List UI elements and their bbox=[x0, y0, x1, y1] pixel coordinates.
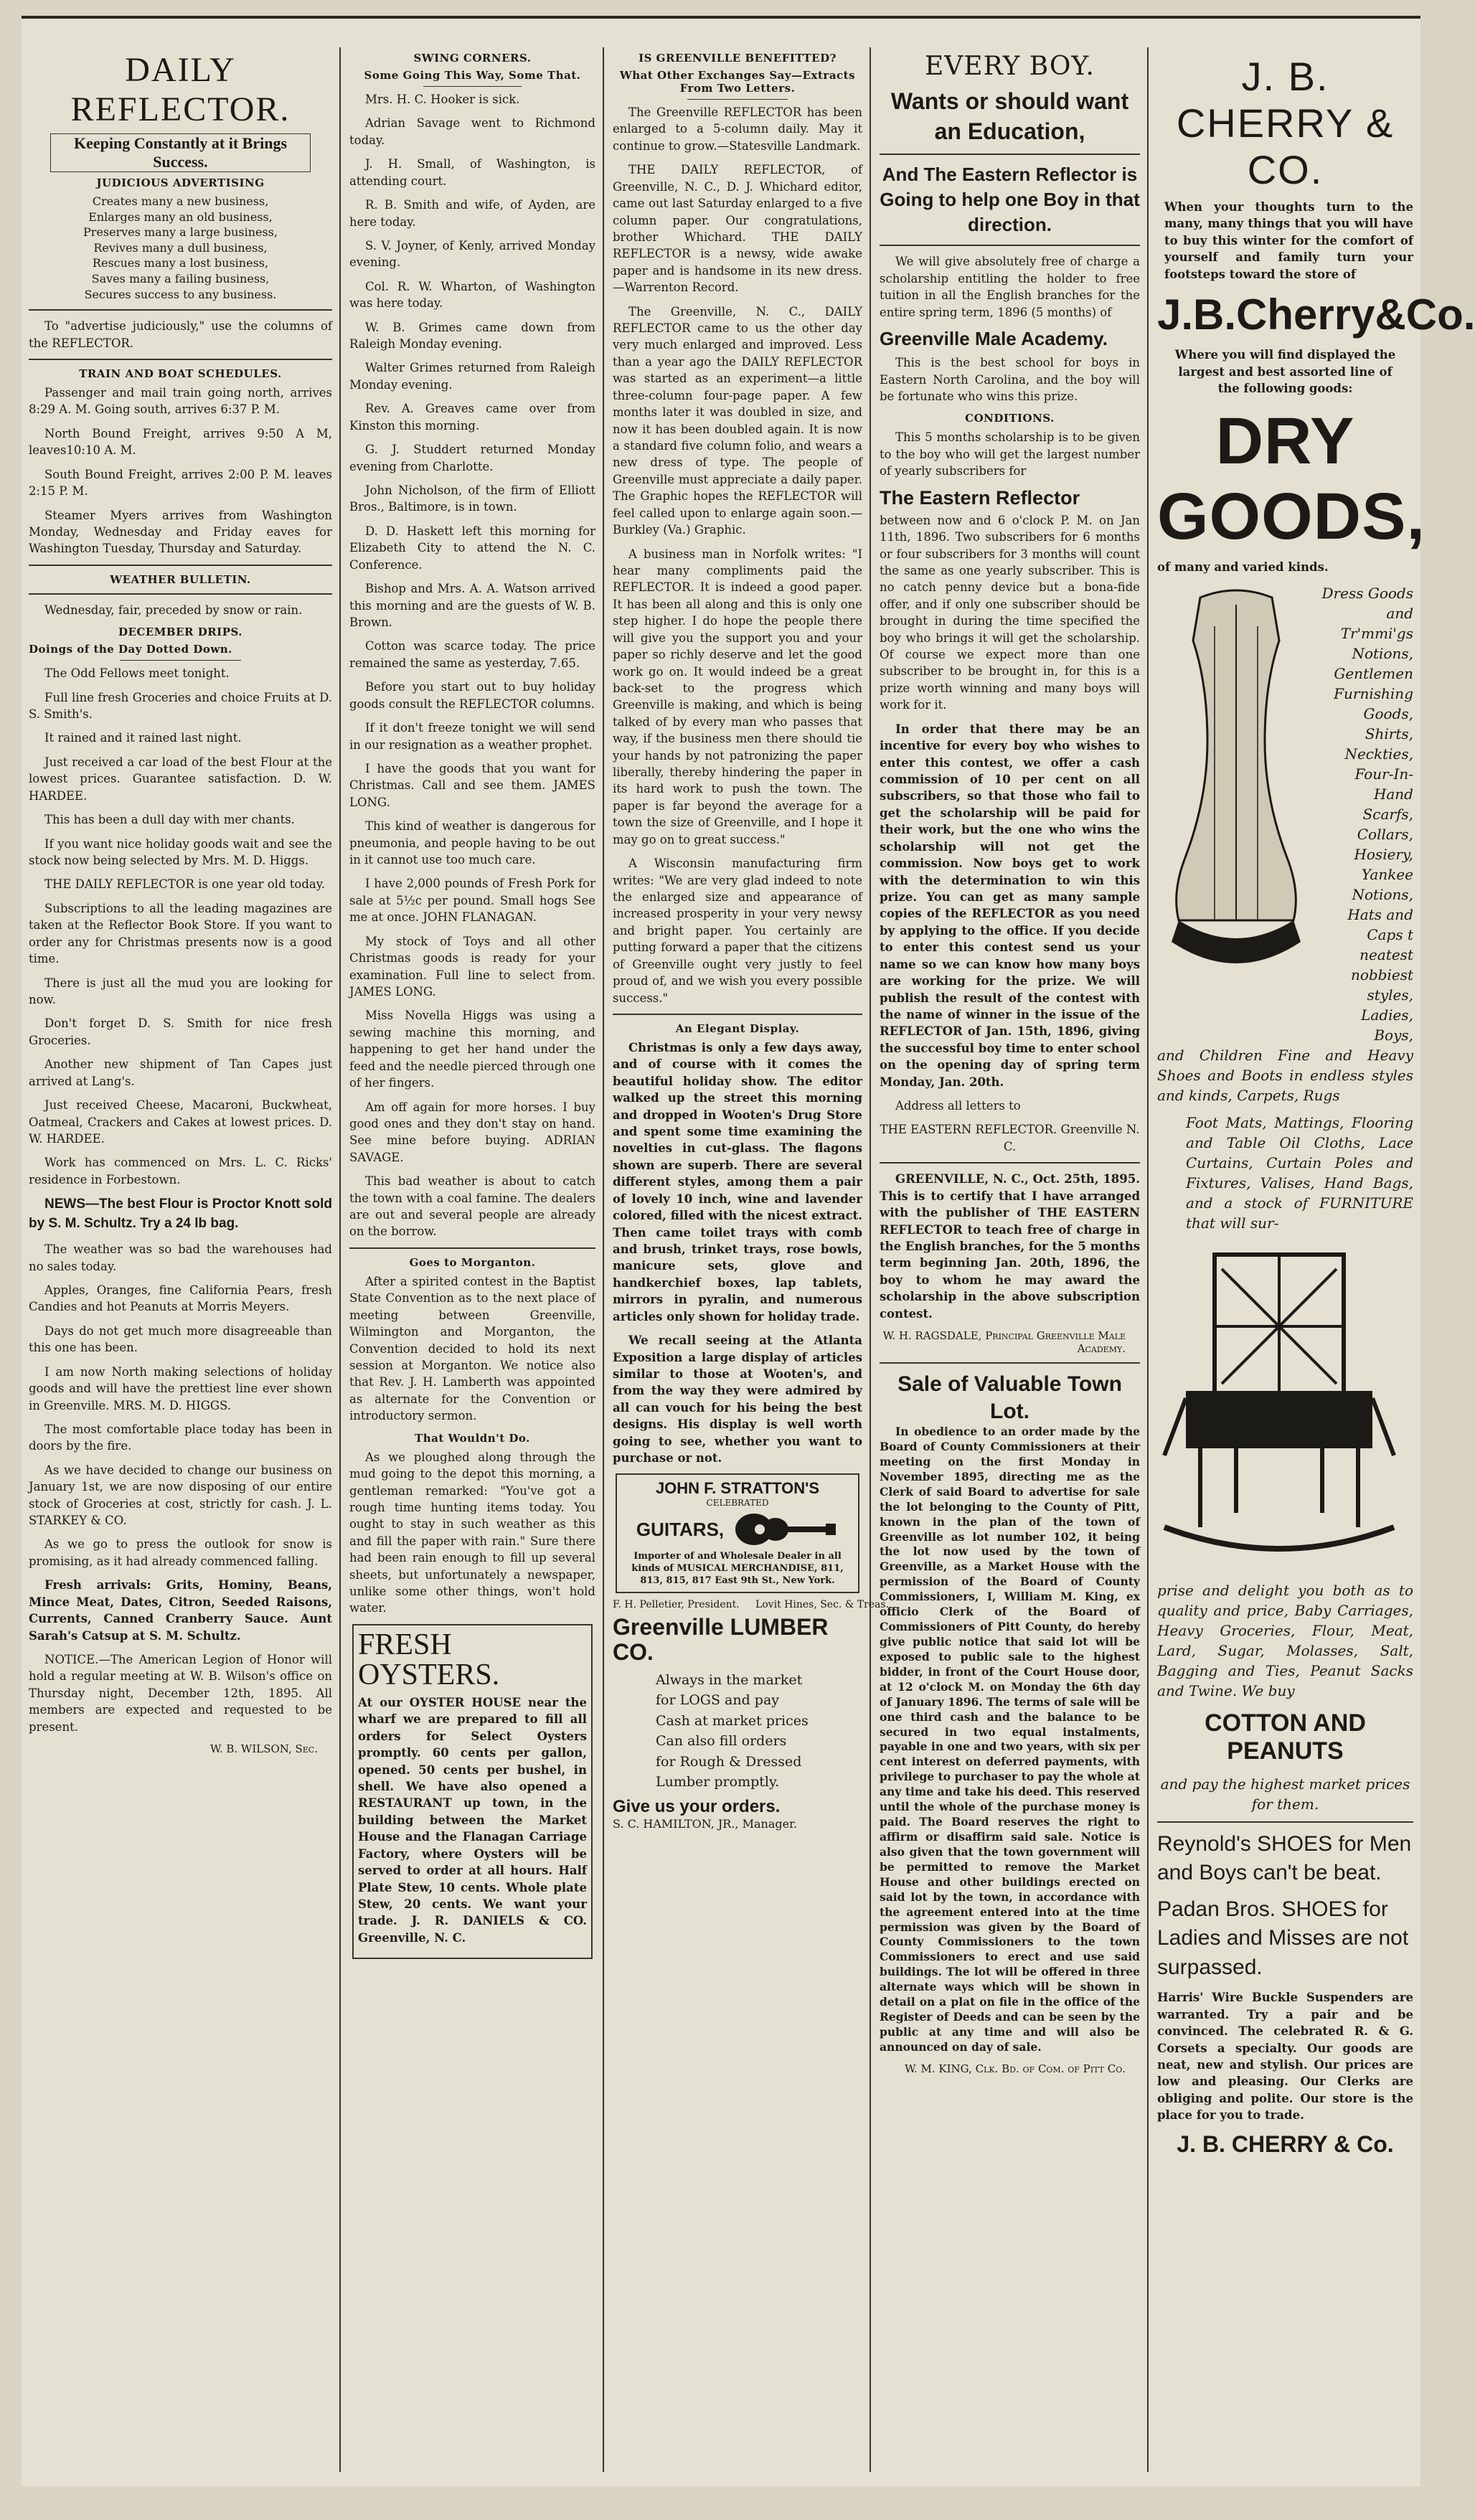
personal-item: This bad weather is about to catch the town with a coal famine. The dealers are out and several people are already on the borrow. bbox=[349, 1174, 595, 1239]
exchange-extract: A Wisconsin manufacturing firm writes: "We are very glad indeed to note the enlarged size and appearance of increased prosperity in your very newsy and bright paper. You certainly are putting forward a paper that the citizens of Greenville ought very justly to feel proud of, and we wish you every possible success." bbox=[613, 856, 862, 1005]
divider bbox=[880, 1162, 1140, 1164]
personal-item: Am off again for more horses. I buy good ones and they don't stay on hand. See mine before buying. ADRIAN SAVAGE. bbox=[349, 1100, 595, 1164]
newspaper-page bbox=[22, 16, 1475, 2486]
want-education: Wants or should want an Education, bbox=[890, 88, 1129, 144]
column-4 bbox=[872, 47, 1149, 2472]
prise-text: prise and delight you both as to quality and price, Baby Carriages, Heavy Groceries, Flour, Meat, Lard, Sugar, Molasses, Salt, Bagging and Ties, Peanut Sacks and Twine. We buy bbox=[1157, 1581, 1413, 1699]
personal-item: Miss Novella Higgs was using a sewing machine this morning, and happening to get her hand under the feed and the needle pierced through one of her fingers. bbox=[349, 1009, 595, 1090]
ad-line: Saves many a failing business, bbox=[91, 271, 270, 285]
personal-item: Before you start out to buy holiday goods consult the REFLECTOR columns. bbox=[349, 680, 595, 711]
local-item: Just received Cheese, Macaroni, Buckwheat, Oatmeal, Crackers and Cakes at lowest prices. D. W. HARDEE. bbox=[29, 1098, 332, 1146]
exchange-extract: The Greenville REFLECTOR has been enlarged to a 5-column daily. May it continue to grow.—Statesville Landmark. bbox=[613, 105, 862, 153]
divider bbox=[880, 245, 1140, 246]
personal-item: Bishop and Mrs. A. A. Watson arrived this morning and are the guests of W. B. Brown. bbox=[349, 582, 595, 629]
conditions-text: In order that there may be an incentive for every boy who wishes to enter this contest, we offer a cash commission of 10 per cent on all subscribers, so that those who fail to get the scholarship will be paid for their work, but the one who wins the scholarship will not get the commission. Now boys get to work with the determination to win this prize. You can get as many sample copies of the REFLECTOR as you need by applying to the office. If you decide to enter this contest send us your name so we can know how many boys are working for the prize. We will publish the result of the contest with the name of winner in the issue of the REFLECTOR of Jan. 15th, 1896, giving the successful boy time to enter school on the opening day of spring term Monday, Jan. 20th. bbox=[880, 722, 1140, 1089]
corset-icon bbox=[1157, 583, 1315, 985]
kinds-text: of many and varied kinds. bbox=[1157, 560, 1329, 575]
academy-text: This is the best school for boys in Eastern North Carolina, and the boy will be fortunate who wins this prize. bbox=[880, 356, 1140, 403]
local-item: As we go to press the outlook for snow is promising, as it had already commenced falling. bbox=[29, 1537, 332, 1568]
personal-item: D. D. Haskett left this morning for Elizabeth City to attend the N. C. Conference. bbox=[349, 524, 595, 572]
divider bbox=[29, 359, 332, 360]
elegant-heading: An Elegant Display. bbox=[675, 1021, 800, 1035]
local-item: Another new shipment of Tan Capes just arrived at Lang's. bbox=[29, 1057, 332, 1088]
divider bbox=[349, 1247, 595, 1249]
personal-item: I have 2,000 pounds of Fresh Pork for sale at 5½c per pound. Small hogs See me at once. JOHN FLANAGAN. bbox=[349, 877, 595, 925]
address-label: Address all letters to bbox=[895, 1099, 1021, 1113]
ad-lines bbox=[29, 194, 332, 302]
guitar-word: GUITARS, bbox=[636, 1518, 725, 1540]
personal-item: Cotton was scarce today. The price remained the same as yesterday, 7.65. bbox=[349, 639, 595, 670]
cherry-where: Where you will find displayed the largest and best assorted line of the following goods: bbox=[1174, 348, 1396, 395]
local-item: There is just all the mud you are looking for now. bbox=[29, 976, 332, 1006]
local-item: Just received a car load of the best Flour at the lowest prices. Guarantee satisfaction. D. W. HARDEE. bbox=[29, 755, 332, 803]
exchange-extract: THE DAILY REFLECTOR, of Greenville, N. C., D. J. Whichard editor, came out last Saturday enlarged to a five column paper. Our congratulations, brother Whichard. THE DAILY REFLECTOR is a newsy, wide awake paper and is handsome in its new dress.—Warrenton Record. bbox=[613, 163, 862, 295]
exchange-extract: The Greenville, N. C., DAILY REFLECTOR came to us the other day very much enlarged and improved. Less than a year ago the DAILY REFLECTOR was started as an experiment—a little three-column four-page paper. A few months later it was doubled in size, and now it has been doubled again. It is now a standard five column folio, and wears a new dress of type. The people of Greenville must appreciate a daily paper. The Graphic hopes the REFLECTOR will feel called upon to enlarge again soon.—Burkley (Va.) Graphic. bbox=[613, 304, 862, 537]
local-item: This has been a dull day with mer chants. bbox=[44, 813, 295, 827]
certificate-text: GREENVILLE, N. C., Oct. 25th, 1895. This is to certify that I have arranged with the publisher of THE EASTERN REFLECTOR to teach free of charge in the English branches, for the 5 months term beginning Jan. 20th, 1896, the boy to whom he may award the scholarship in the above subscription contest. bbox=[880, 1172, 1140, 1321]
local-item: Don't forget D. S. Smith for nice fresh Groceries. bbox=[29, 1016, 332, 1047]
personal-item: If it don't freeze tonight we will send in our resignation as a weather prophet. bbox=[349, 721, 595, 752]
lumber-line: Lumber promptly. bbox=[656, 1774, 780, 1790]
column-2 bbox=[342, 47, 604, 2472]
local-item: I am now North making selections of holiday goods and will have the prettiest line ever shown in Greenville. MRS. M. D. HIGGS. bbox=[29, 1364, 332, 1412]
drips-subheading: Doings of the Day Dotted Down. bbox=[29, 643, 232, 656]
divider bbox=[1157, 1821, 1413, 1823]
local-item: Subscriptions to all the leading magazines are taken at the Reflector Book Store. If you want to order any for Christmas presents now is a good time. bbox=[29, 901, 332, 966]
oyster-ad bbox=[352, 1624, 593, 1959]
ad-line: Revives many a dull business, bbox=[93, 240, 268, 255]
local-item: Fresh arrivals: Grits, Hominy, Beans, Mince Meat, Dates, Citron, Seeded Raisons, Currents, Canned Cranberry Sauce. Aunt Sarah's Catsup at S. M. Schultz. bbox=[29, 1578, 332, 1643]
address-value: THE EASTERN REFLECTOR. Greenville N. C. bbox=[880, 1123, 1140, 1153]
oyster-text: At our OYSTER HOUSE near the wharf we are prepared to fill all orders for Select Oysters promptly. 60 cents per gallon, opened. 50 cents per bushel, in shell. We have also opened a RESTAURANT up town, in the building between the Market House and the Flanagan Carriage Factory, where Oysters will be served to order at all hours. Half Plate Stew, 10 cents. Whole plate Stew, 20 cents. We want your trade. J. R. DANIELS & CO. Greenville, N. C. bbox=[358, 1695, 587, 1945]
ad-heading: JUDICIOUS ADVERTISING bbox=[96, 176, 265, 189]
cherry-heading: J. B. CHERRY & CO. bbox=[1176, 54, 1395, 192]
sale-heading: Sale of Valuable Town Lot. bbox=[897, 1372, 1122, 1423]
guitar-subtitle: CELEBRATED bbox=[706, 1498, 769, 1509]
sale-text: In obedience to an order made by the Board of County Commissioners at their meeting on the first Monday in November 1895, directing me as the Clerk of said Board to advertise for sale the lot belonging to the County of Pitt, known in the plan of the town of Greenville as lot number 102, it being the lot now used by the town of Greenville, as a Market House with the permission of the Board of County Commissioners, I, William M. King, ex officio Clerk of the Board of Commissioners of Pitt County, do hereby give public notice that said lot will be exposed to public sale to the highest bidder, in front of the Court House door, at 12 o'clock M. on Monday the 6th day of January 1896. The terms of sale will be one third cash and the balance to be secured in two equal instalments, payable in one and two years, with six per cent interest on deferred payments, with privilege to purchaser to pay the whole at any time and take his deed. This reserved until the whole of the purchase money is paid. The Board reserves the right to affirm or disaffirm said sale. Notice is also given that the town government will be permitted to remove the Market House and other buildings erected on said lot by the town, in accordance with the agreement entered into at the time permission was given by the Board of County Commissioners to the town Commissioners to erect and use said buildings. The lot will be offered in three alternate ways which will be shown in detail on a plat on file in the office of the Register of Deeds and can be seen by the public at any time and will also be announced on day of sale. bbox=[880, 1425, 1140, 2054]
exchange-extract: A business man in Norfolk writes: "I hear many compliments paid the REFLECTOR. It is indeed a good paper. It has been all along and this is only one step higher. I do hope the people there will give you the support you and your paper so richly deserve and let the good work go on. It would indeed be a great back-set to the progress which Greenville is making, and which is being talked of by every man who passes that way, if the business men there should tie your hands by not patronizing the paper liberally, thereby hindering the paper in its hard work to push the town. The paper is far beyond the average for a town the size of Greenville, and I hope it may go on to great success." bbox=[613, 547, 862, 846]
divider bbox=[120, 660, 241, 661]
divider bbox=[613, 1014, 862, 1015]
harris-text: Harris' Wire Buckle Suspenders are warranted. Try a pair and be convinced. The celebrated R. & G. Corsets a specialty. Our goods are neat, new and stylish. Our prices are low and pleasing. Our Clerks are obliging and polite. Our store is the place for you to trade. bbox=[1157, 1991, 1413, 2123]
elegant-text: We recall seeing at the Atlanta Exposition a large display of articles similar to those at Wooten's, and from the way they were admired by all can vouch for his being the best designs. His display is well worth going to see, whether you want to purchase or not. bbox=[613, 1334, 862, 1466]
local-item: NEWS—The best Flour is Proctor Knott sold by S. M. Schultz. Try a 24 lb bag. bbox=[29, 1197, 332, 1232]
sale-signature: W. M. KING, Clk. Bd. of Com. of Pitt Co. bbox=[905, 2062, 1126, 2075]
column-5 bbox=[1150, 47, 1475, 2472]
local-item: It rained and it rained last night. bbox=[44, 731, 242, 745]
ad-line: Secures success to any business. bbox=[84, 287, 277, 301]
divider bbox=[880, 1362, 1140, 1364]
divider bbox=[29, 593, 332, 595]
section-subheading: Some Going This Way, Some That. bbox=[364, 69, 581, 82]
ad-note: To "advertise judiciously," use the columns of the REFLECTOR. bbox=[29, 319, 332, 350]
wouldnt-text: As we ploughed along through the mud going to the depot this morning, a gentleman remarked: "You've got a rough time hunting items today. You ought to stay in such weather as this and fill the paper with rain." Sure there had been rain enough to fill up several sheets, but unfortunately a newspaper, unlike some other things, won't hold water. bbox=[349, 1450, 595, 1615]
ad-line: Creates many a new business, bbox=[92, 194, 269, 208]
section-heading: SWING CORNERS. bbox=[413, 52, 532, 65]
personal-item: Rev. A. Greaves came over from Kinston this morning. bbox=[349, 402, 595, 433]
personal-item: I have the goods that you want for Christmas. Call and see them. JAMES LONG. bbox=[349, 761, 595, 809]
ad-line: Rescues many a lost business, bbox=[92, 256, 269, 270]
personal-item: Walter Grimes returned from Raleigh Monday evening. bbox=[349, 361, 595, 392]
personal-item: This kind of weather is dangerous for pneumonia, and people having to be out in it cannot use too much care. bbox=[349, 819, 595, 867]
foot-text: Foot Mats, Mattings, Flooring and Table Oil Cloths, Lace Curtains, Curtain Poles and Fixtures, Valises, Hand Bags, and a stock of FURNITURE that will sur- bbox=[1186, 1113, 1413, 1232]
conditions-text: between now and 6 o'clock P. M. on Jan 11th, 1896. Two subscribers for 6 months or four subscribers for 3 months will count the same as one yearly subscriber. This is no catch penny device but a bona-fide offer, and if only one subscriber should be brought in during the time specified the boy who brings it will get the scholarship. Of course we expect more than one subscriber to be brought in, for this is a prize worth winning and many boys will work for it. bbox=[880, 513, 1140, 712]
cotton-heading: COTTON AND PEANUTS bbox=[1205, 1709, 1366, 1765]
weather-text: Wednesday, fair, preceded by snow or rain. bbox=[44, 603, 303, 617]
oyster-title: FRESH OYSTERS. bbox=[358, 1628, 500, 1691]
local-item: If you want nice holiday goods wait and see the stock now being selected by Mrs. M. D. Higgs. bbox=[29, 836, 332, 868]
schedule-item: Passenger and mail train going north, arrives 8:29 A. M. Going south, arrives 6:37 P. M. bbox=[29, 386, 332, 417]
conditions-text: This 5 months scholarship is to be given to the boy who will get the largest number of yearly subscribers for bbox=[880, 430, 1140, 478]
eastern-reflector-name: The Eastern Reflector bbox=[880, 486, 1080, 509]
divider bbox=[880, 154, 1140, 155]
offer-text: We will give absolutely free of charge a scholarship entitling the holder to free tuition in all the English branches for the entire spring term, 1896 (5 months) of bbox=[880, 255, 1140, 319]
guitar-ad bbox=[616, 1473, 859, 1593]
masthead-slogan: Keeping Constantly at it Brings Success. bbox=[50, 133, 311, 172]
cherry-sign: J. B. CHERRY & Co. bbox=[1177, 2130, 1394, 2157]
lumber-lines bbox=[613, 1670, 862, 1793]
rocking-chair-icon bbox=[1157, 1240, 1401, 1577]
personal-item: W. B. Grimes came down from Raleigh Monday evening. bbox=[349, 320, 595, 351]
drips-heading: DECEMBER DRIPS. bbox=[118, 626, 242, 639]
conditions-heading: CONDITIONS. bbox=[965, 412, 1055, 425]
cherry-intro: When your thoughts turn to the many, many things that you will have to buy this winter for the comfort of yourself and family turn your footsteps toward the store of bbox=[1164, 200, 1413, 281]
cherry-logo: J.B.Cherry&Co. bbox=[1157, 291, 1475, 339]
schedule-item: South Bound Freight, arrives 2:00 P. M. leaves 2:15 P. M. bbox=[29, 467, 332, 499]
local-item: As we have decided to change our business on January 1st, we are now disposing of our entire stock of Groceries at cost, strictly for cash. J. L. STARKEY & CO. bbox=[29, 1463, 332, 1528]
signature: W. B. WILSON, Sec. bbox=[210, 1742, 318, 1756]
divider bbox=[423, 86, 522, 87]
section-heading: IS GREENVILLE BENEFITTED? bbox=[638, 52, 837, 65]
guitar-title: JOHN F. STRATTON'S bbox=[655, 1479, 820, 1498]
divider bbox=[29, 565, 332, 566]
local-item: The weather was so bad the warehouses had no sales today. bbox=[29, 1242, 332, 1273]
pay-text: and pay the highest market prices for them. bbox=[1160, 1775, 1410, 1813]
local-item: NOTICE.—The American Legion of Honor will hold a regular meeting at W. B. Wilson's office on Thursday night, December 12th, 1895. All members are expected and requested to be present. bbox=[29, 1652, 332, 1734]
corset-block bbox=[1157, 583, 1413, 1045]
weather-heading: WEATHER BULLETIN. bbox=[110, 572, 251, 586]
certificate-signature: W. H. RAGSDALE, Principal Greenville Male Academy. bbox=[882, 1329, 1126, 1356]
local-item: THE DAILY REFLECTOR is one year old today. bbox=[44, 877, 326, 892]
personal-item: John Nicholson, of the firm of Elliott Bros., Baltimore, is in town. bbox=[349, 483, 595, 514]
personal-item: My stock of Toys and all other Christmas goods is ready for your examination. Full line to select from. JAMES LONG. bbox=[349, 934, 595, 999]
schedule-heading: TRAIN AND BOAT SCHEDULES. bbox=[79, 367, 282, 380]
personal-item: Col. R. W. Wharton, of Washington was here today. bbox=[349, 279, 595, 311]
goods-list: Dress Goods and Tr'mmi'gs Notions, Gentlemen Furnishing Goods, Shirts, Neckties, Four-In-Hand Scarfs, Collars, Hosiery, Yankee Notions, Hats and Caps t neatest nobbiest styles, Ladies, Boys, bbox=[1321, 584, 1413, 1044]
column-1 bbox=[22, 47, 341, 2472]
local-item: Days do not get much more disagreeable than this one has been. bbox=[29, 1323, 332, 1355]
guitar-info: Importer of and Wholesale Dealer in all kinds of MUSICAL MERCHANDISE, 811, 813, 815, 817 East 9th St., New York. bbox=[631, 1551, 844, 1587]
padan-shoes: Padan Bros. SHOES for Ladies and Misses are not surpassed. bbox=[1157, 1897, 1409, 1979]
every-boy-heading: EVERY BOY. bbox=[925, 52, 1095, 81]
masthead-title: DAILY REFLECTOR. bbox=[70, 51, 291, 128]
personal-item: Mrs. H. C. Hooker is sick. bbox=[365, 93, 520, 106]
local-item: Full line fresh Groceries and choice Fruits at D. S. Smith's. bbox=[29, 690, 332, 722]
local-item: The most comfortable place today has been in doors by the fire. bbox=[29, 1422, 332, 1453]
guitar-icon bbox=[731, 1508, 839, 1551]
personal-item: G. J. Studdert returned Monday evening from Charlotte. bbox=[349, 443, 595, 473]
lumber-officers: F. H. Pelletier, President. Lovit Hines, Sec. & Treas. bbox=[613, 1599, 890, 1611]
lumber-title: Greenville LUMBER CO. bbox=[613, 1614, 829, 1666]
local-item: Work has commenced on Mrs. L. C. Ricks' residence in Forbestown. bbox=[29, 1156, 332, 1186]
lumber-line: for LOGS and pay bbox=[656, 1692, 780, 1709]
dry-goods-heading: DRY GOODS, bbox=[1157, 405, 1426, 554]
reynold-shoes: Reynold's SHOES for Men and Boys can't be beat. bbox=[1157, 1831, 1412, 1885]
ad-line: Enlarges many an old business, bbox=[88, 209, 273, 224]
lumber-manager: S. C. HAMILTON, JR., Manager. bbox=[613, 1816, 798, 1831]
personal-item: J. H. Small, of Washington, is attending court. bbox=[349, 157, 595, 188]
personal-item: R. B. Smith and wife, of Ayden, are here today. bbox=[349, 198, 595, 229]
schedule-item: North Bound Freight, arrives 9:50 A M, leaves10:10 A. M. bbox=[29, 426, 332, 458]
column-3 bbox=[605, 47, 890, 2472]
wouldnt-heading: That Wouldn't Do. bbox=[415, 1431, 530, 1445]
personal-item: Adrian Savage went to Richmond today. bbox=[349, 116, 595, 147]
children-text: and Children Fine and Heavy Shoes and Boots in endless styles and kinds, Carpets, Rugs bbox=[1157, 1046, 1413, 1104]
lumber-give: Give us your orders. bbox=[613, 1796, 781, 1816]
lumber-line: for Rough & Dressed bbox=[656, 1753, 802, 1770]
morganton-text: After a spirited contest in the Baptist State Convention as to the next place of meeting between Greenville, Wilmington and Morganton, the Convention decided to hold its next session at Morganton. We notice also that Rev. J. H. Lamberth was appointed as alternate for the Convention or introductory sermon. bbox=[349, 1274, 595, 1423]
lumber-line: Cash at market prices bbox=[656, 1712, 809, 1729]
ad-line: Preserves many a large business, bbox=[83, 225, 278, 240]
reflector-help: And The Eastern Reflector is Going to help one Boy in that direction. bbox=[880, 164, 1140, 236]
guitar-row bbox=[621, 1508, 854, 1551]
section-subheading: What Other Exchanges Say—Extracts From Two Letters. bbox=[619, 69, 856, 95]
academy-name: Greenville Male Academy. bbox=[880, 328, 1108, 350]
lumber-line: Can also fill orders bbox=[656, 1733, 787, 1750]
morganton-heading: Goes to Morganton. bbox=[409, 1255, 536, 1269]
schedule-item: Steamer Myers arrives from Washington Monday, Wednesday and Friday eaves for Washington Tuesday, Thursday and Saturday. bbox=[29, 508, 332, 556]
local-item: Apples, Oranges, fine California Pears, fresh Candies and hot Peanuts at Morris Meyers. bbox=[29, 1283, 332, 1314]
personal-item: S. V. Joyner, of Kenly, arrived Monday evening. bbox=[349, 238, 595, 270]
divider bbox=[687, 99, 787, 100]
local-item: The Odd Fellows meet tonight. bbox=[44, 666, 230, 681]
lumber-line: Always in the market bbox=[656, 1671, 803, 1688]
elegant-text: Christmas is only a few days away, and of course with it comes the beautiful holiday show. The editor walked up the street this morning and dropped in Wooten's Drug Store and spent some time examining the novelties in cut-glass. The flagons shown are superb. There are several different styles, among them a pair of lovely 10 inch, wine and lavender colored, filled with the nicest extract. Then came toilet trays with comb and brush, trinket trays, rose bowls, manicure sets, glove and handkerchief boxes, lap tablets, mirrors in pyralin, and numerous articles only shown for holiday trade. bbox=[613, 1040, 862, 1323]
divider bbox=[29, 309, 332, 311]
